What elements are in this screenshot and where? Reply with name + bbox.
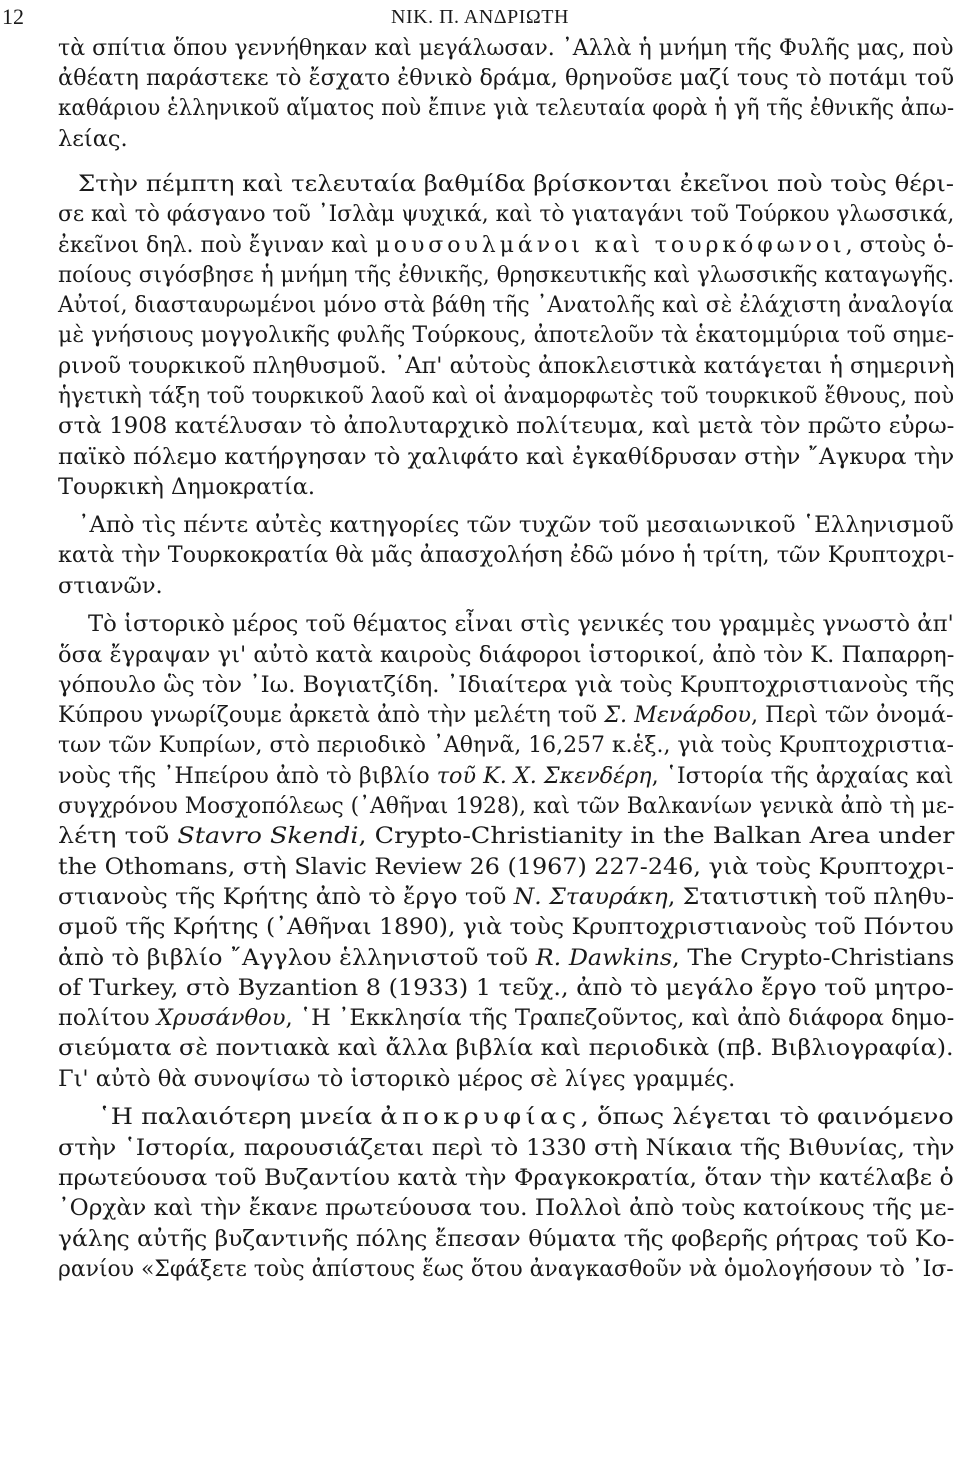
text-line: Γι' αὐτὸ θὰ συνοψίσω τὸ ἱστορικὸ μέρος σὲ λίγες γραμμές. [58,1066,736,1092]
text-line: Αὐτοί, διασταυρωμένοι μόνο στὰ βάθη τῆς ᾿Ανατολῆς καὶ σὲ ἐλάχιστη ἀναλογία [58,292,954,318]
text-line: καθάριου ἑλληνικοῦ αἵματος ποὺ ἔπινε γιὰ τελευταία φορὰ ἡ γῆ τῆς ἐθνικῆς ἀπω- [58,95,955,121]
text-line: ῾Η παλαιότερη μνεία ἀποκρυφίας, ὅπως λέγεται τὸ φαινόμενο [98,1104,954,1130]
running-head: ΝΙΚ. Π. ΑΝΔΡΙΩΤΗ [391,6,569,28]
text-line: πολίτου Χρυσάνθου, ῾Η ᾿Εκκλησία τῆς Τραπεζοῦντος, καὶ ἀπὸ διάφορα δημο- [58,1005,955,1031]
text-line: στὰ 1908 κατέλυσαν τὸ ἀπολυταρχικὸ πολίτευμα, καὶ μετὰ τὸν πρῶτο εὐρω- [58,413,955,439]
text-line: των τῶν Κυπρίων, στὸ περιοδικὸ ᾿Αθηνᾶ, 16,257 κ.ἑξ., γιὰ τοὺς Κρυπτοχριστια- [58,732,954,758]
text-line: ᾿Ορχὰν καὶ τὴν ἔκανε πρωτεύουσα του. Πολλοὶ ἀπὸ τοὺς κατοίκους τῆς με- [58,1195,955,1221]
text-line: συγχρόνου Μοσχοπόλεως (᾿Αθῆναι 1928), καὶ τῶν Βαλκανίων γενικὰ ἀπὸ τὴ με- [58,793,955,819]
text-line: μὲ γνήσιους μογγολικῆς φυλῆς Τούρκους, ἀποτελοῦν τὰ ἑκατομμύρια τοῦ σημε- [58,322,955,348]
author-name: Σ. Μενάρδου [604,702,751,728]
text-line: of Turkey, στὸ Byzantion 8 (1933) 1 τεῦχ., ἀπὸ τὸ μεγάλο ἔργο τοῦ μητρο- [58,975,954,1001]
text-line: ἀπὸ τὸ βιβλίο ῎Αγγλου ἑλληνιστοῦ τοῦ R. Dawkins, The Crypto-Christians [58,945,955,971]
text-line: στιανῶν. [58,573,163,599]
text-line: Τουρκικὴ Δημοκρατία. [58,474,316,500]
text-line: σμοῦ τῆς Κρήτης (᾿Αθῆναι 1890), γιὰ τοὺς Κρυπτοχριστιανοὺς τοῦ Πόντου [58,914,954,940]
text-line: ἀθέατη παράστεκε τὸ ἔσχατο ἐθνικὸ δράμα, θρηνοῦσε μαζί τους τὸ ποτάμι τοῦ [58,65,955,91]
text-line: σε καὶ τὸ φάσγανο τοῦ ᾿Ισλὰμ ψυχικά, καὶ τὸ γιαταγάνι τοῦ Τούρκου γλωσσικά, [58,201,955,227]
text-line: τὰ σπίτια ὅπου γεννήθηκαν καὶ μεγάλωσαν. ᾿Αλλὰ ἡ μνήμη τῆς Φυλῆς μας, ποὺ [58,35,954,61]
text-line: γάλης αὐτῆς βυζαντινῆς πόλης ἔπεσαν θύματα τῆς φοβερῆς ρήτρας τοῦ Κο- [58,1226,955,1252]
text-line: ρινοῦ τουρκικοῦ πληθυσμοῦ. ᾿Απ' αὐτοὺς ἀποκλειστικὰ κατάγεται ἡ σημερινὴ [58,353,955,379]
text-line: Κύπρου γνωρίζουμε ἀρκετὰ ἀπὸ τὴν μελέτη τοῦ Σ. Μενάρδου, Περὶ τῶν ὀνομά- [58,702,954,728]
text-line: ἐκεῖνοι δηλ. ποὺ ἔγιναν καὶ μουσουλμάνοι καὶ τουρκόφωνοι, στοὺς ὁ- [58,232,954,258]
text-line: Στὴν πέμπτη καὶ τελευταία βαθμίδα βρίσκονται ἐκεῖνοι ποὺ τοὺς θέρι- [78,171,955,197]
author-name: Stavro Skendi [177,823,359,849]
text-line: στὴν ῾Ιστορία, παρουσιάζεται περὶ τὸ 1330 στὴ Νίκαια τῆς Βιθυνίας, τὴν [58,1135,955,1161]
author-name: Χρυσάνθου [156,1005,286,1031]
page-header [0,4,960,30]
author-name: R. Dawkins [535,945,673,971]
author-name: Ν. Σταυράκη [513,884,668,910]
text-line: ποίους σιγόσβησε ἡ μνήμη τῆς ἐθνικῆς, θρησκευτικῆς καὶ γλωσσικῆς καταγωγῆς. [58,262,955,288]
text-line: ὅσα ἔγραψαν γι' αὐτὸ κατὰ καιροὺς διάφοροι ἱστορικοί, ἀπὸ τὸν Κ. Παπαρρη- [58,642,955,668]
text-line: γόπουλο ὣς τὸν ᾿Ιω. Βογιατζίδη. ᾿Ιδιαίτερα γιὰ τοὺς Κρυπτοχριστιανοὺς τῆς [58,672,955,698]
text-line: Τὸ ἱστορικὸ μέρος τοῦ θέματος εἶναι στὶς γενικές του γραμμὲς γνωστὸ ἀπ' [88,611,954,637]
text-line: σιεύματα σὲ ποντιακὰ καὶ ἄλλα βιβλία καὶ περιοδικὰ (πβ. Βιβλιογραφία). [58,1035,954,1061]
author-name: τοῦ Κ. Χ. Σκενδέρη [436,763,652,789]
text-line: the Othomans, στὴ Slavic Review 26 (1967) 227-246, γιὰ τοὺς Κρυπτοχρι- [58,854,955,880]
text-line: πρωτεύουσα τοῦ Βυζαντίου κατὰ τὴν Φραγκοκρατία, ὅταν τὴν κατέλαβε ὁ [58,1165,954,1191]
text-line: ἡγετικὴ τάξη τοῦ τουρκικοῦ λαοῦ καὶ οἱ ἀναμορφωτὲς τοῦ τουρκικοῦ ἔθνους, ποὺ [58,383,955,409]
text-line: στιανοὺς τῆς Κρήτης ἀπὸ τὸ ἔργο τοῦ Ν. Σταυράκη, Στατιστικὴ τοῦ πληθυ- [58,884,954,910]
text-line: λείας. [58,126,128,152]
text-line: νοὺς τῆς ᾿Ηπείρου ἀπὸ τὸ βιβλίο τοῦ Κ. Χ. Σκενδέρη, ῾Ιστορία τῆς ἀρχαίας καὶ [58,763,954,789]
text-line: ᾿Απὸ τὶς πέντε αὐτὲς κατηγορίες τῶν τυχῶν τοῦ μεσαιωνικοῦ ῾Ελληνισμοῦ [78,512,954,538]
text-line: παϊκὸ πόλεμο κατήργησαν τὸ χαλιφάτο καὶ ἐγκαθίδρυσαν στὴν ῎Αγκυρα τὴν [58,444,955,470]
text-line: λέτη τοῦ Stavro Skendi, Crypto-Christianity in the Balkan Area under [58,823,955,849]
spaced-term: μουσουλμάνοι καὶ τουρκόφωνοι [375,232,846,258]
text-line: κατὰ τὴν Τουρκοκρατία θὰ μᾶς ἀπασχολήση ἐδῶ μόνο ἡ τρίτη, τῶν Κρυπτοχρι- [58,542,955,568]
page-number: 12 [2,4,24,29]
spaced-term: ἀποκρυφίας [380,1104,581,1130]
text-line: ρανίου «Σφάξετε τοὺς ἀπίστους ἕως ὅτου ἀναγκασθοῦν νὰ ὁμολογήσουν τὸ ᾿Ισ- [58,1256,954,1282]
